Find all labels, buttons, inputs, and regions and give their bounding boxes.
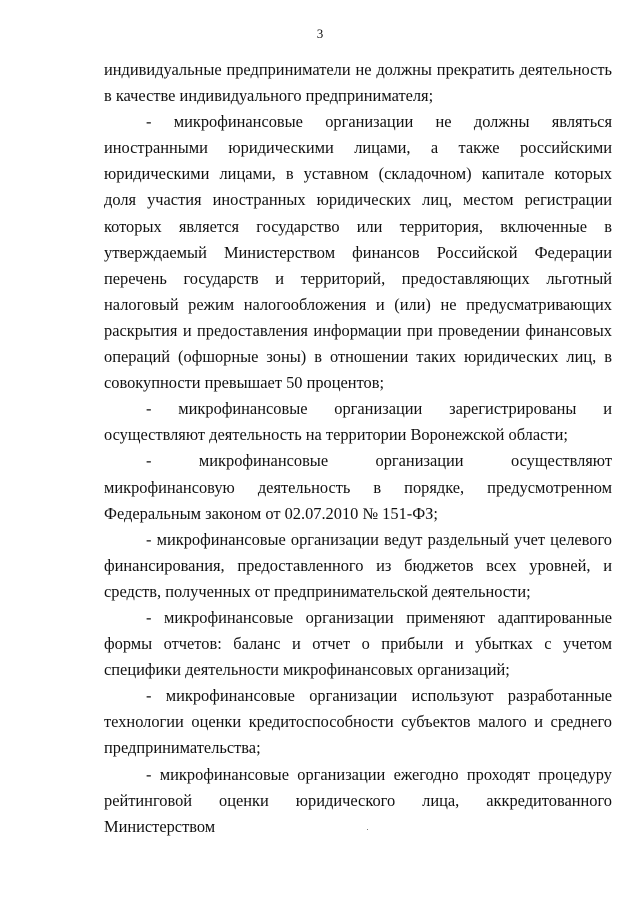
- paragraph-federal-law: - микрофинансовые организации осуществляют микрофинансовую деятельность в порядке, предусмотренном Федеральным законом от 02.07.2010 № 151-ФЗ;: [104, 451, 612, 523]
- paragraph-rating-procedure: - микрофинансовые организации ежегодно проходят процедуру рейтинговой оценки юридического лица, аккредитованного Министерством: [104, 764, 612, 836]
- paragraph-registration: - микрофинансовые организации зарегистрированы и осуществляют деятельность на территории Воронежской области;: [104, 399, 612, 445]
- document-body: [104, 57, 612, 840]
- paragraph-report-forms: - микрофинансовые организации применяют адаптированные формы отчетов: баланс и отчет о прибыли и убытках с учетом специфики деятельности микрофинансовых организаций;: [104, 607, 612, 680]
- scan-speck: [367, 829, 368, 830]
- paragraph-continuation: индивидуальные предприниматели не должны прекратить деятельность в качестве индивидуального предпринимателя;: [104, 60, 612, 106]
- page-number: 3: [316, 26, 324, 41]
- paragraph-credit-assessment: - микрофинансовые организации используют разработанные технологии оценки кредитоспособности субъектов малого и среднего предпринимательства;: [104, 686, 612, 758]
- paragraph-foreign-participation: - микрофинансовые организации не должны являться иностранными юридическими лицами, а также российскими юридическими лицами, в уставном (складочном) капитале которых доля участия иностранных юридических лиц, местом регистрации которых является государство или территория, включенные в утверждаемый Министерством финансов Российской Федерации перечень государств и территорий, предоставляющих льготный налоговый режим налогообложения и (или) не предусматривающих раскрытия и предоставления информации при проведении финансовых операций (офшорные зоны) в отношении таких юридических лиц, в совокупности превышает 50 процентов;: [104, 112, 612, 393]
- paragraph-separate-accounting: - микрофинансовые организации ведут раздельный учет целевого финансирования, предоставленного из бюджетов всех уровней, и средств, полученных от предпринимательской деятельности;: [104, 529, 612, 601]
